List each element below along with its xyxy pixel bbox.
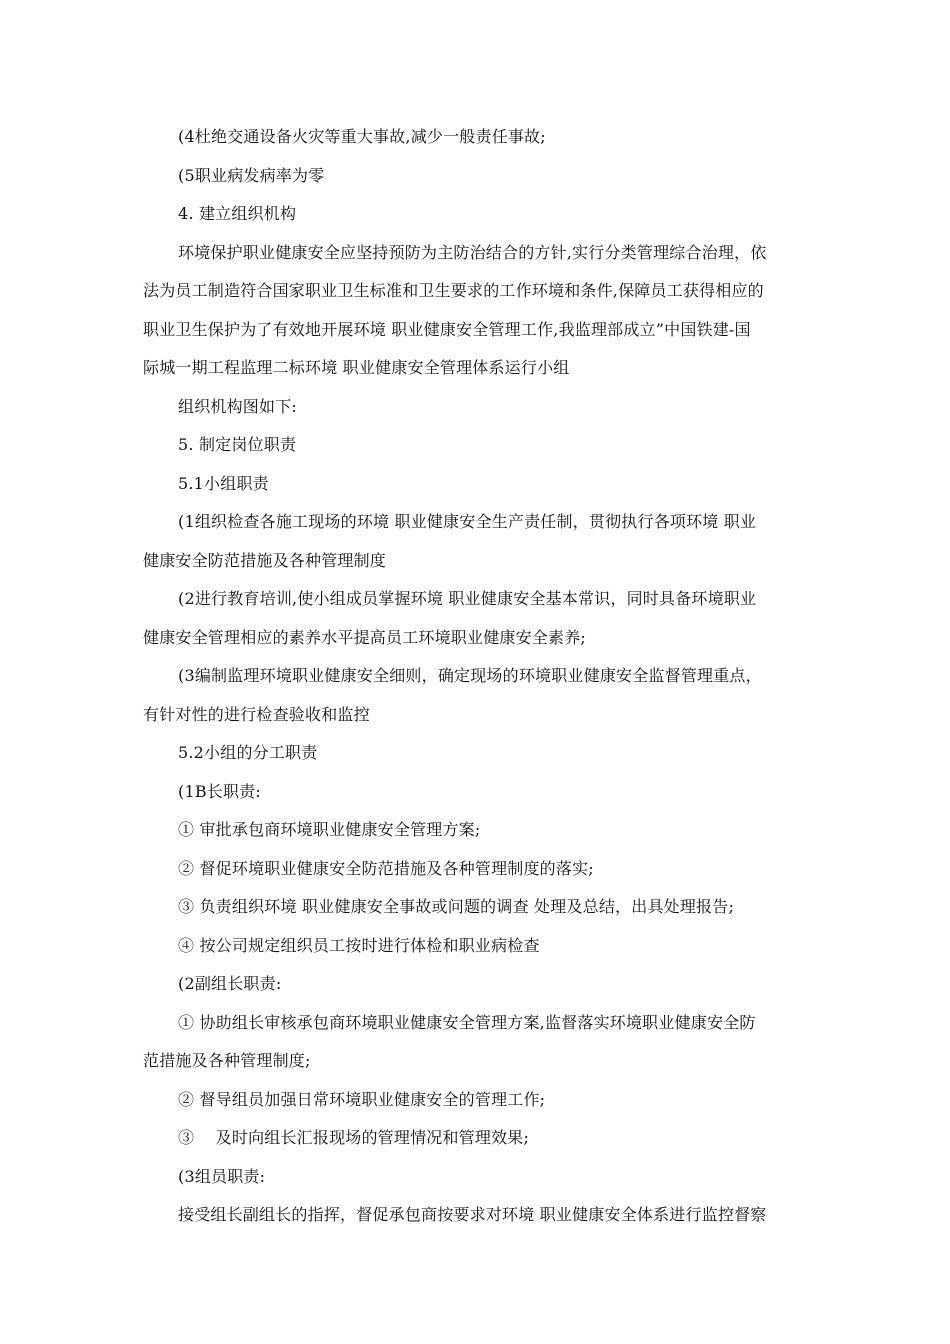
text-line: (3编制监理环境职业健康安全细则，确定现场的环境职业健康安全监督管理重点， (178, 666, 762, 685)
text-line: (2进行教育培训,使小组成员掌握环境 职业健康安全基本常识，同时具备环境职业 (178, 589, 757, 608)
text-line: (2副组长职责: (178, 974, 282, 993)
text-line: 范措施及各种管理制度; (143, 1051, 311, 1070)
text-line: (1B长职责: (178, 781, 261, 801)
text-line: 有针对性的进行检查验收和监控 (143, 704, 370, 724)
text-line: (3组员职责: (178, 1166, 266, 1186)
text-line: 健康安全防范措施及各种管理制度 (143, 550, 387, 570)
subsection-heading: 5.2小组的分工职责 (178, 743, 318, 762)
text-line: (5职业病发病率为零 (178, 165, 325, 185)
text-line: 职业卫生保护为了有效地开展环境 职业健康安全管理工作,我监理部成立”中国铁建-国 (143, 319, 751, 339)
list-item: ② 督促环境职业健康安全防范措施及各种管理制度的落实; (178, 858, 594, 878)
text-line: 健康安全管理相应的素养水平提高员工环境职业健康安全素养; (143, 627, 586, 647)
document-body (143, 118, 815, 1235)
list-item: ② 督导组员加强日常环境职业健康安全的管理工作; (178, 1089, 546, 1109)
text-line: (4杜绝交通设备火灾等重大事故,减少一般责任事故; (178, 127, 546, 146)
text-line: 法为员工制造符合国家职业卫生标准和卫生要求的工作环境和条件,保障员工获得相应的 (143, 281, 764, 300)
section-heading: 5. 制定岗位职责 (178, 435, 297, 454)
list-item: ③ 及时向组长汇报现场的管理情况和管理效果; (178, 1128, 530, 1147)
list-item: ③ 负责组织环境 职业健康安全事故或问题的调查 处理及总结，出具处理报告; (178, 897, 735, 916)
text-line: 组织机构图如下: (178, 396, 297, 416)
section-heading: 4. 建立组织机构 (178, 204, 297, 223)
text-line: 接受组长副组长的指挥，督促承包商按要求对环境 职业健康安全体系进行监控督察 (178, 1205, 767, 1224)
subsection-heading: 5.1小组职责 (178, 473, 269, 493)
list-item: ① 协助组长审核承包商环境职业健康安全管理方案,监督落实环境职业健康安全防 (178, 1012, 756, 1032)
text-line: 环境保护职业健康安全应坚持预防为主防治结合的方针,实行分类管理综合治理，依 (178, 242, 767, 262)
list-item: ④ 按公司规定组织员工按时进行体检和职业病检查 (178, 935, 540, 955)
text-line: (1组织检查各施工现场的环境 职业健康安全生产责任制，贯彻执行各项环境 职业 (178, 512, 757, 531)
text-line: 际城一期工程监理二标环境 职业健康安全管理体系运行小组 (143, 358, 570, 377)
list-item: ① 审批承包商环境职业健康安全管理方案; (178, 820, 481, 839)
